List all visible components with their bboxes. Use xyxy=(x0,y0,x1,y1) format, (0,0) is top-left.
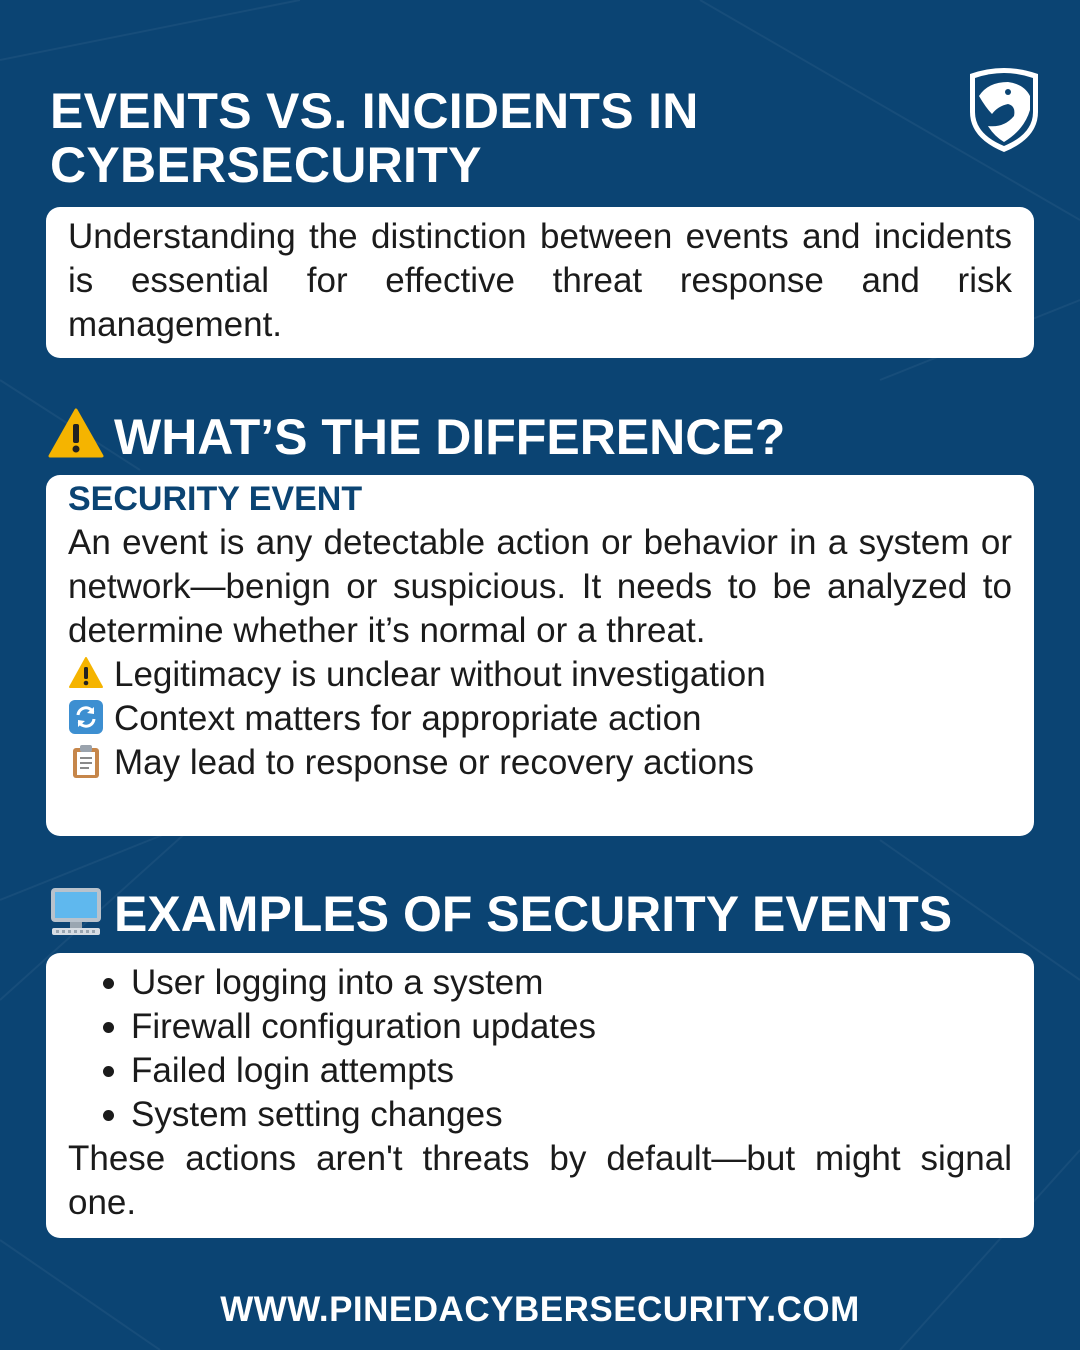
difference-heading-text: WHAT’S THE DIFFERENCE? xyxy=(114,409,786,465)
examples-card xyxy=(46,953,1034,1238)
warning-icon xyxy=(48,406,104,462)
clipboard-icon xyxy=(68,743,104,779)
refresh-icon xyxy=(68,699,104,735)
website-url: WWW.PINEDACYBERSECURITY.COM xyxy=(220,1290,860,1329)
point-text: Legitimacy is unclear without investigation xyxy=(114,655,766,694)
page-title: EVENTS VS. INCIDENTS IN CYBERSECURITY xyxy=(50,83,699,193)
intro-text: Understanding the distinction between events and incidents is essential for effective threat response and risk management. xyxy=(68,217,1012,344)
point-response xyxy=(68,741,1012,785)
list-item: Firewall configuration updates xyxy=(98,1005,1012,1049)
list-item: Failed login attempts xyxy=(98,1049,1012,1093)
warning-icon xyxy=(68,655,104,691)
computer-icon xyxy=(48,883,104,939)
point-text: May lead to response or recovery actions xyxy=(114,743,755,782)
examples-list xyxy=(68,961,1012,1137)
security-event-description: An event is any detectable action or behavior in a system or network—benign or suspicious. It needs to be analyzed to determine whether it’s normal or a threat. xyxy=(68,523,1012,650)
list-item: User logging into a system xyxy=(98,961,1012,1005)
examples-note: These actions aren't threats by default—but might signal one. xyxy=(68,1139,1012,1222)
difference-heading xyxy=(48,406,785,467)
intro-card xyxy=(46,207,1034,358)
security-event-title: SECURITY EVENT xyxy=(68,480,363,518)
point-text: Context matters for appropriate action xyxy=(114,699,702,738)
eagle-shield-logo-icon xyxy=(964,66,1044,154)
examples-heading-text: EXAMPLES OF SECURITY EVENTS xyxy=(114,886,953,942)
security-event-card xyxy=(46,475,1034,836)
point-context xyxy=(68,697,1012,741)
list-item: System setting changes xyxy=(98,1093,1012,1137)
point-legitimacy xyxy=(68,653,1012,697)
examples-heading xyxy=(48,883,952,944)
